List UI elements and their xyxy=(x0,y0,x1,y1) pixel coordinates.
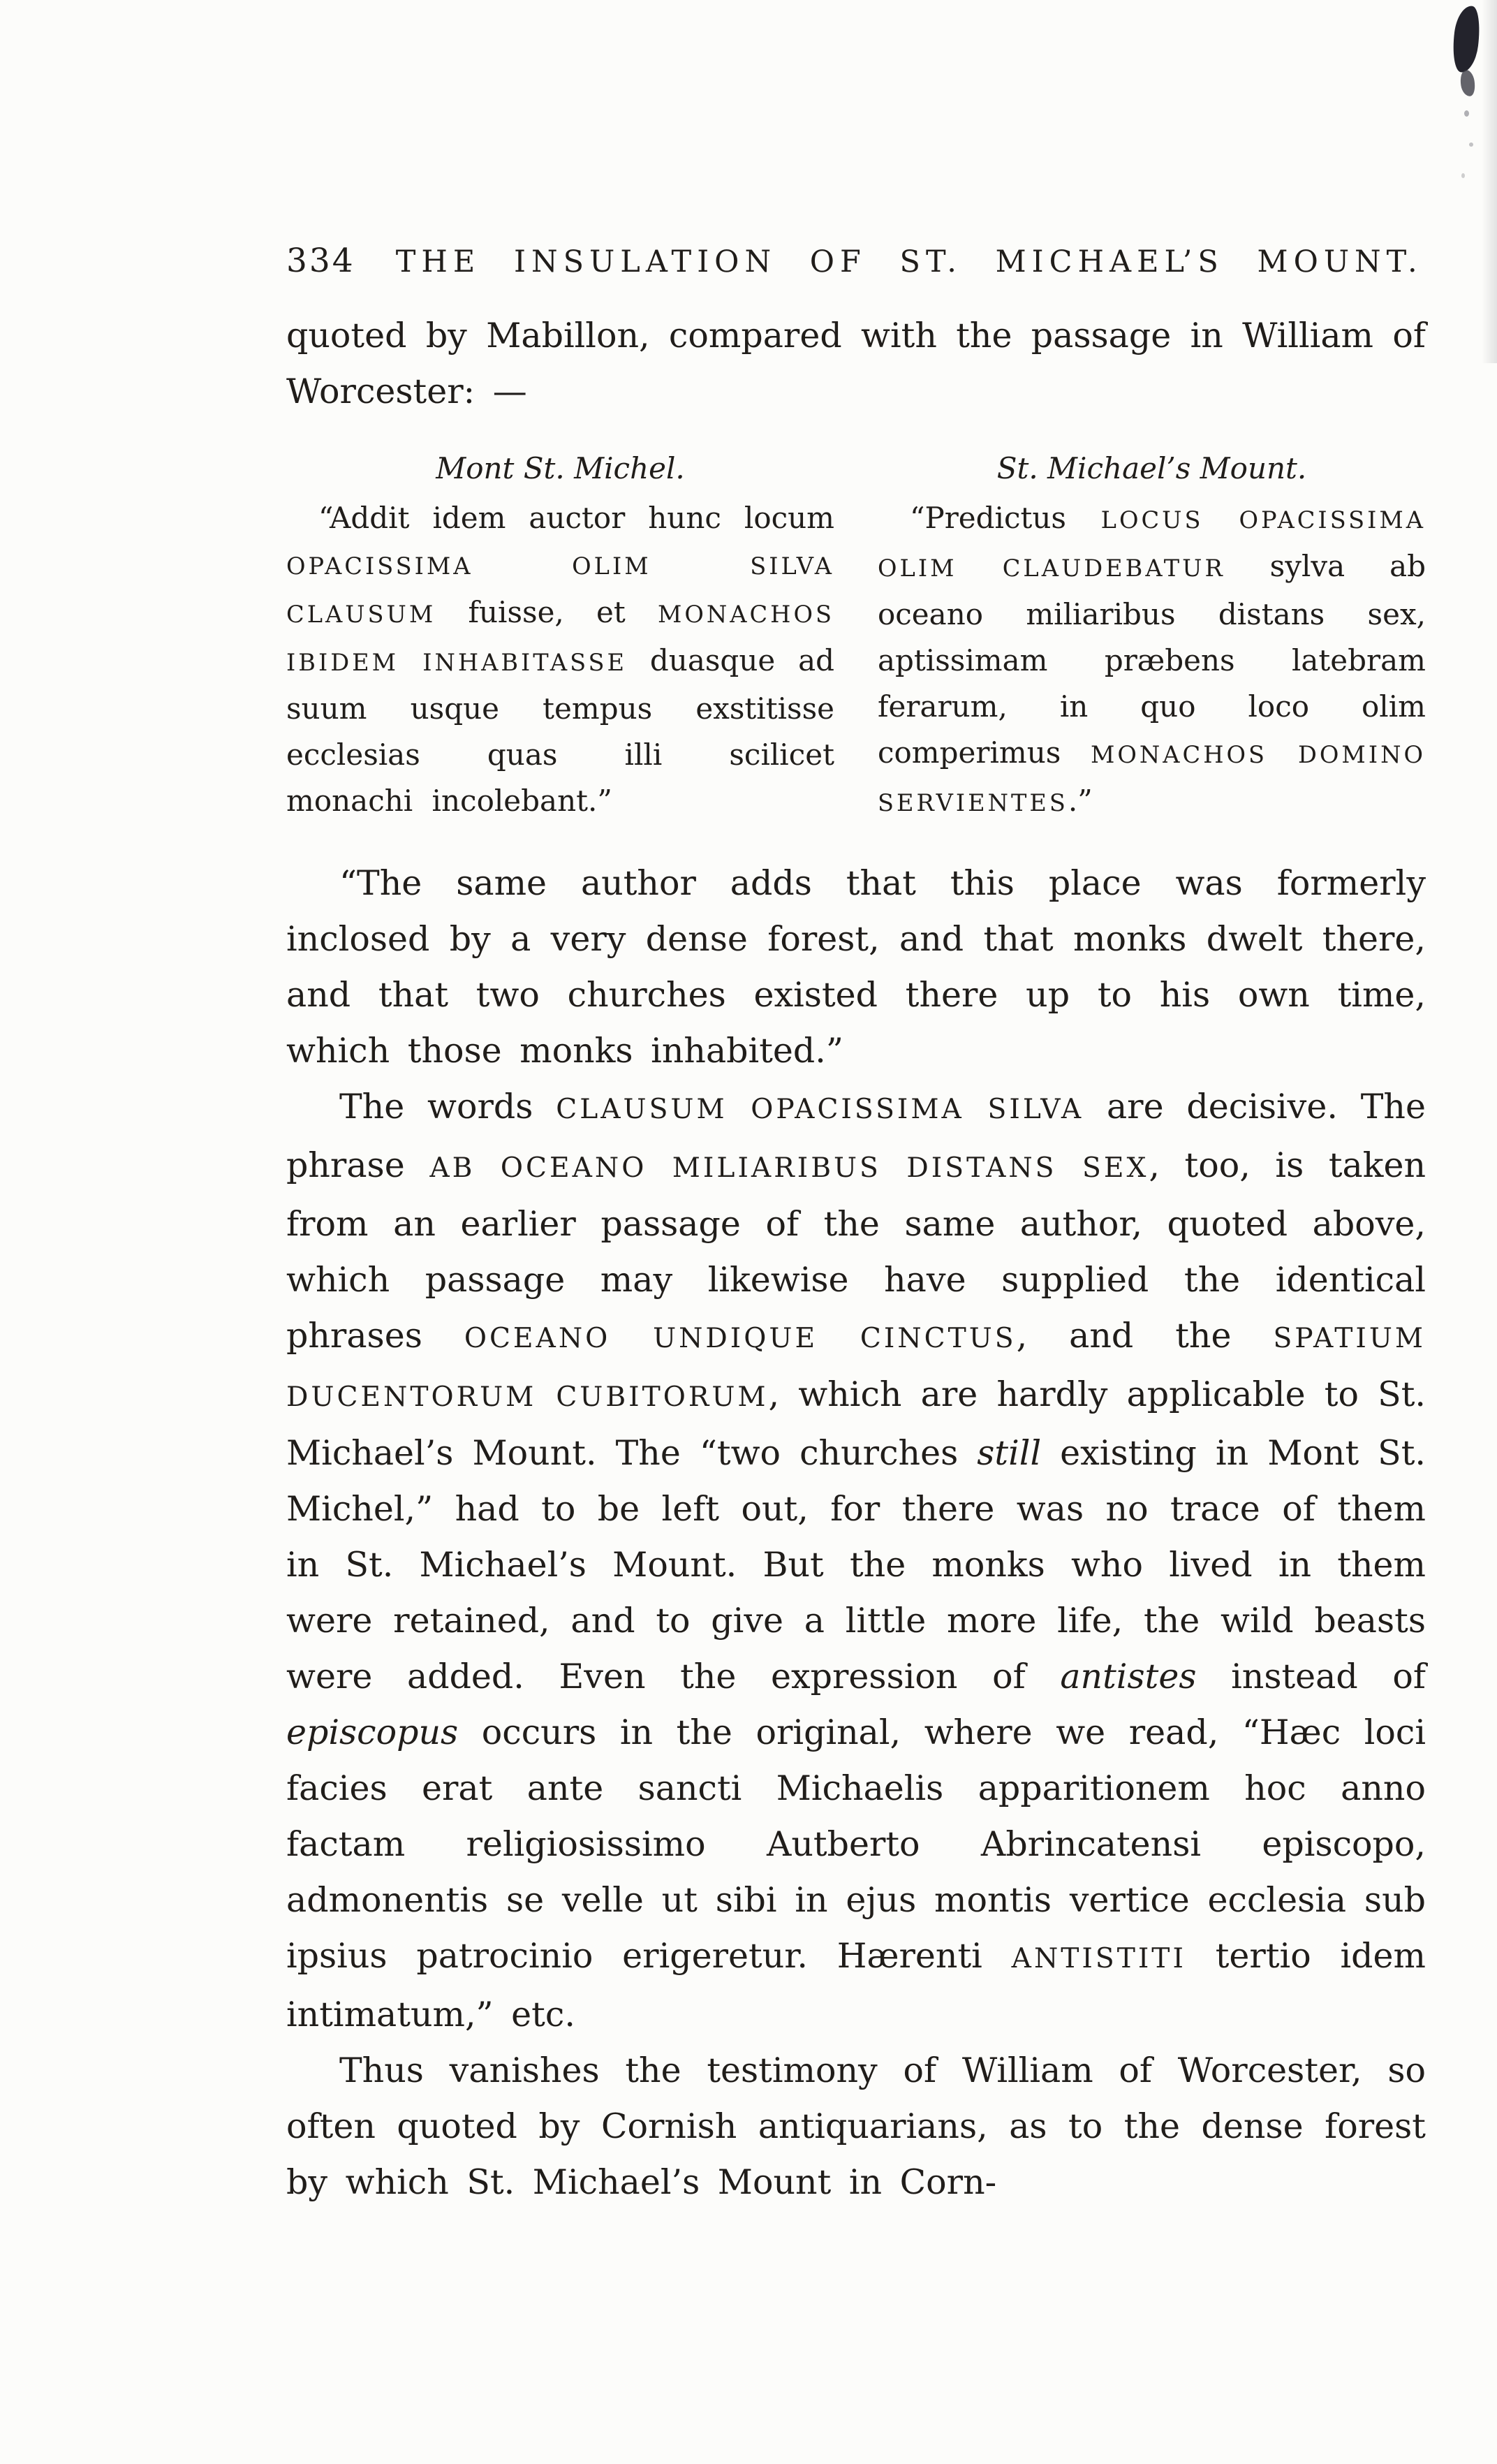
paragraph-quote-translation: “The same author adds that this place was formerly inclosed by a very dense forest, and that monks dwelt there, and that two churches existed there up to his own time, which those monks inhabited.” xyxy=(286,863,1426,1071)
ink-blot-artifact xyxy=(1450,4,1482,74)
page-edge-shading xyxy=(1482,0,1497,363)
running-head xyxy=(286,242,1426,280)
body-paragraphs xyxy=(286,856,1426,2210)
scan-speck xyxy=(1461,173,1465,178)
ink-blot-artifact-small xyxy=(1459,69,1477,98)
column-right-body: “Predictus LOCUS OPACISSIMA OLIM CLAUDEBATUR sylva ab oceano miliaribus distans sex, aptissimam præbens latebram ferarum, in quo loco olim comperimus MONACHOS DOMINO SERVIENTES.” xyxy=(878,501,1426,818)
paragraph-conclusion: Thus vanishes the testimony of William of Worcester, so often quoted by Cornish antiquarians, as to the dense forest by which St. Michael’s Mount in Corn- xyxy=(286,2051,1426,2202)
column-mont-st-michel xyxy=(286,449,834,826)
column-st-michaels-mount xyxy=(878,449,1426,826)
text-block xyxy=(286,242,1426,2210)
column-left-heading: Mont St. Michel. xyxy=(436,451,685,485)
comparison-columns xyxy=(286,449,1426,826)
column-right-heading: St. Michael’s Mount. xyxy=(996,451,1307,485)
scan-speck xyxy=(1464,110,1469,117)
running-title: THE INSULATION OF ST. MICHAEL’S MOUNT. xyxy=(395,244,1423,279)
paragraph-analysis: The words CLAUSUM OPACISSIMA SILVA are decisive. The phrase AB OCEANO MILIARIBUS DISTANS SEX, too, is taken from an earlier passage of the same author, quoted above, which passage may likewise have supplied the identical phrases OCEANO UNDIQUE CINCTUS, and the SPATIUM DUCENTORUM CUBITORUM, which are hardly applicable to St. Michael’s Mount. The “two churches still existing in Mont St. Michel,” had to be left out, for there was no trace of them in St. Michael’s Mount. But the monks who lived in them were retained, and to give a little more life, the wild beasts were added. Even the expression of antistes instead of episcopus occurs in the original, where we read, “Hæc loci facies erat ante sancti Michaelis apparitionem hoc anno factam religiosissimo Autberto Abrincatensi episcopo, admonentis se velle ut sibi in ejus montis vertice ecclesia sub ipsius patrocinio erigeretur. Hærenti ANTISTITI tertio idem intimatum,” etc. xyxy=(286,1087,1426,2034)
column-left-body: “Addit idem auctor hunc locum OPACISSIMA OLIM SILVA CLAUSUM fuisse, et MONACHOS IBIDEM INHABITASSE duasque ad suum usque tempus exstitisse ecclesias quas illi scilicet monachi incolebant.” xyxy=(286,501,834,818)
page-number: 334 xyxy=(286,242,355,280)
scan-speck xyxy=(1469,142,1473,147)
intro-paragraph: quoted by Mabillon, compared with the passage in William of Worcester: — xyxy=(286,316,1426,411)
